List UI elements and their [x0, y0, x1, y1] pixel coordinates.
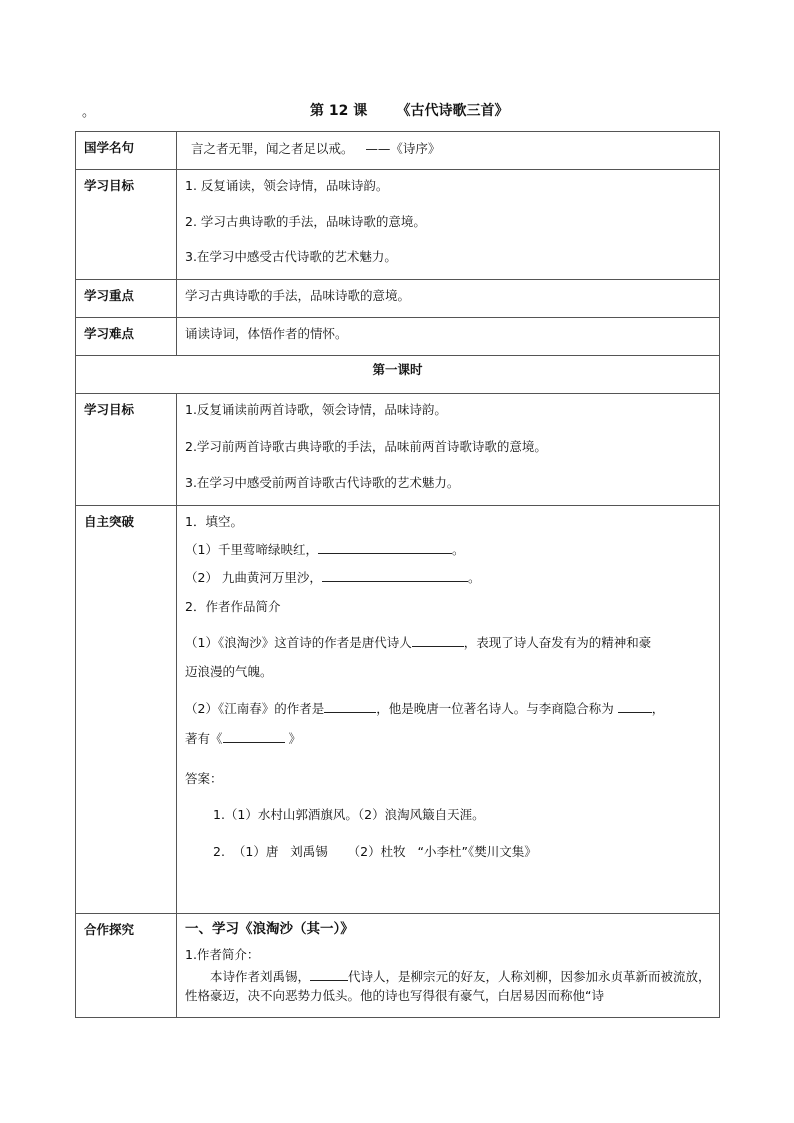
- goal2-item: 3.在学习中感受前两首诗歌古代诗歌的艺术魅力。: [185, 475, 460, 491]
- row-goal2: [76, 394, 720, 506]
- label-goal2: 学习目标: [76, 394, 177, 506]
- answer-line-1: 1.（1）水村山郭酒旗风。（2）浪淘风簸自天涯。: [213, 806, 485, 822]
- row-coop: [76, 914, 720, 1018]
- label-coop: 合作探究: [76, 914, 177, 1018]
- answer-label: 答案：: [185, 771, 223, 786]
- answer-line-2: 2. （1）唐 刘禹锡 （2）杜牧 “小李杜”《樊川文集》: [213, 844, 537, 860]
- answer-blank[interactable]: [618, 700, 652, 713]
- answer-blank[interactable]: [318, 541, 452, 554]
- author-item-2-cont: 著有《 》: [185, 731, 301, 747]
- label-goal1: 学习目标: [76, 170, 177, 280]
- label-difficulty: 学习难点: [76, 318, 177, 356]
- content-self: [177, 506, 720, 914]
- content-coop: [177, 914, 720, 1018]
- label-guoxue: 国学名句: [76, 132, 177, 170]
- row-guoxue: [76, 132, 720, 170]
- coop-heading: 一、学习《浪淘沙（其一）》: [185, 921, 354, 937]
- row-difficulty: [76, 318, 720, 356]
- answer-blank[interactable]: [412, 634, 464, 647]
- fill-heading: 1．填空。: [185, 514, 243, 529]
- author-heading: 2．作者作品简介: [185, 598, 281, 614]
- content-focus: 学习古典诗歌的手法，品味诗歌的意境。: [177, 280, 720, 318]
- author-item-2: （2）《江南春》的作者是 ，他是晚唐一位著名诗人。与李商隐合称为 ，: [185, 700, 665, 716]
- content-guoxue: [177, 132, 720, 170]
- lesson-plan-table: [75, 131, 720, 1018]
- period-title: 第一课时: [76, 356, 720, 394]
- content-goal1: [177, 170, 720, 280]
- goal2-item: 2.学习前两首诗歌古典诗歌的手法，品味前两首诗歌诗歌的意境。: [185, 438, 547, 454]
- content-goal2: [177, 394, 720, 506]
- coop-sub: 1.作者简介：: [185, 946, 260, 962]
- label-focus: 学习重点: [76, 280, 177, 318]
- content-difficulty: 诵读诗词，体悟作者的情怀。: [177, 318, 720, 356]
- guoxue-quote: 言之者无罪，闻之者足以戒。 ——《诗序》: [191, 141, 441, 156]
- goal1-item: 1. 反复诵读，领会诗情，品味诗韵。: [185, 178, 389, 193]
- answer-blank[interactable]: [223, 730, 285, 743]
- fill-item-1: （1）千里莺啼绿映红， 。: [185, 541, 465, 557]
- answer-blank[interactable]: [324, 700, 376, 713]
- page-title: 第 12 课 《古代诗歌三首》: [310, 103, 509, 119]
- row-self: [76, 506, 720, 914]
- page-mark: 。: [82, 105, 96, 120]
- label-self: 自主突破: [76, 506, 177, 914]
- answer-blank[interactable]: [310, 968, 348, 981]
- row-goal1: [76, 170, 720, 280]
- goal1-item: 3.在学习中感受古代诗歌的艺术魅力。: [185, 249, 397, 265]
- row-focus: [76, 280, 720, 318]
- author-intro: 本诗作者刘禹锡， 代诗人，是柳宗元的好友，人称刘柳，因参加永贞革新而被流放，性格豪迈，决不向恶势力低头。他的诗也写得很有豪气，白居易因而称他“诗: [185, 968, 711, 1003]
- goal1-item: 2. 学习古典诗歌的手法，品味诗歌的意境。: [185, 213, 426, 229]
- goal2-item: 1.反复诵读前两首诗歌，领会诗情，品味诗韵。: [185, 402, 447, 417]
- answer-blank[interactable]: [322, 569, 468, 582]
- fill-item-2: （2） 九曲黄河万里沙， 。: [185, 570, 481, 586]
- row-period: [76, 356, 720, 394]
- author-item-1-cont: 迈浪漫的气魄。: [185, 664, 273, 680]
- author-item-1: （1）《浪淘沙》这首诗的作者是唐代诗人 ，表现了诗人奋发有为的精神和豪: [185, 634, 652, 650]
